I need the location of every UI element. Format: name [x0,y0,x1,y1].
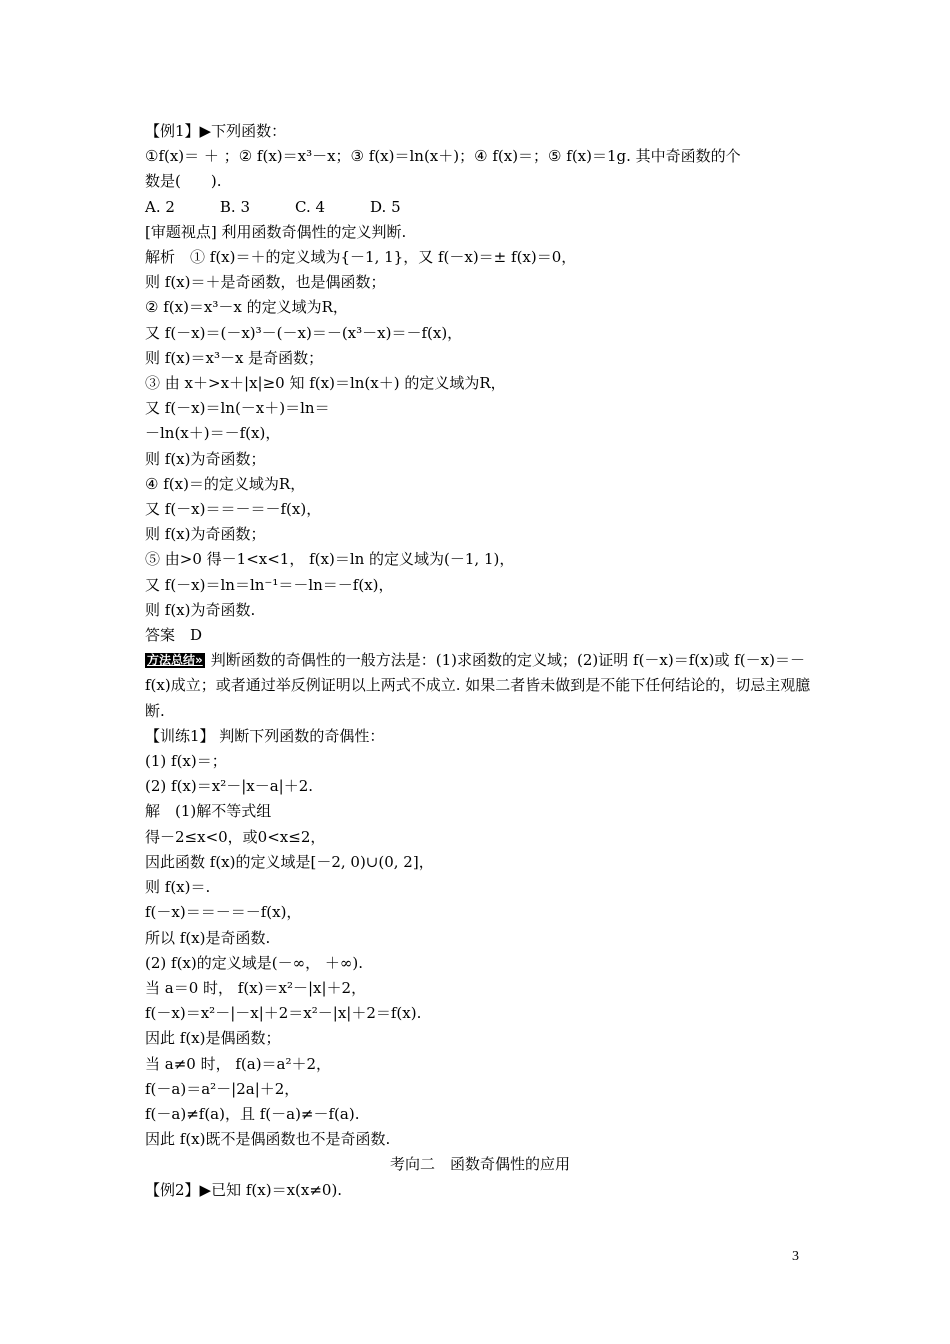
analysis-line: －ln(x＋)＝－f(x)， [145,424,281,443]
analysis-line: 又 f(－x)＝ln＝ln⁻¹＝－ln＝－f(x)， [145,575,394,594]
answer-line: 答案 D [145,626,203,645]
solution-line: 因此 f(x)既不是偶函数也不是奇函数. [145,1130,391,1149]
example-1-options: A. 2 B. 3 C. 4 D. 5 [145,197,401,216]
method-summary [145,648,815,724]
example-1-functions: ①f(x)＝ ＋ ；② f(x)＝x³－x；③ f(x)＝ln(x＋)；④ f(x)＝；⑤ f(x)＝1g. 其中奇函数的个 [145,147,741,166]
analysis-line: 解析 ① f(x)＝＋的定义域为{－1, 1}，又 f(－x)＝± f(x)＝0， [145,248,577,267]
solution-line: 因此函数 f(x)的定义域是[－2, 0)∪(0, 2]， [145,852,434,871]
solution-line: 则 f(x)＝. [145,878,211,897]
solution-line: 当 a＝0 时， f(x)＝x²－|x|＋2， [145,978,367,997]
analysis-line: ④ f(x)＝的定义域为R， [145,474,306,493]
method-summary-tag: 方法总结» [147,653,203,668]
solution-line: 解 (1)解不等式组 [145,802,272,821]
solution-line: 得－2≤x<0，或0<x≤2， [145,827,326,846]
section-title: 考向二 函数奇偶性的应用 [389,1155,570,1174]
analysis-line: 则 f(x)为奇函数； [145,525,266,544]
training-line: (1) f(x)＝； [145,752,227,771]
analysis-line: 则 f(x)＝x³－x 是奇函数； [145,348,324,367]
analysis-line: 又 f(－x)＝(－x)³－(－x)＝－(x³－x)＝－f(x)， [145,323,463,342]
analysis-line: ② f(x)＝x³－x 的定义域为R， [145,298,348,317]
solution-line: (2) f(x)的定义域是(－∞， ＋∞). [145,953,363,972]
solution-line: 当 a≠0 时， f(a)＝a²＋2， [145,1054,332,1073]
solution-line: 所以 f(x)是奇函数. [145,928,271,947]
solution-line: f(－a)≠f(a)，且 f(－a)≠－f(a). [145,1104,360,1123]
example-1-heading: 【例1】▶下列函数： [145,122,287,140]
analysis-line: 又 f(－x)＝＝－＝－f(x)， [145,500,322,519]
example-2-heading: 【例2】▶已知 f(x)＝x(x≠0). [145,1180,343,1199]
example-1-question: 数是( ). [145,172,222,191]
method-summary-text: 判断函数的奇偶性的一般方法是：(1)求函数的定义域；(2)证明 f(－x)＝f(x)或 f(－x)＝－f(x)成立；或者通过举反例证明以上两式不成立. 如果二者皆未做到是不能下任何结论的，切忌主观臆断. [145,651,811,720]
analysis-line: 则 f(x)为奇函数. [145,600,256,619]
solution-line: f(－x)＝＝－＝－f(x)， [145,903,302,922]
analysis-line: 又 f(－x)＝ln(－x＋)＝ln＝ [145,399,330,418]
document-body [145,119,815,1203]
analysis-line: 则 f(x)为奇函数； [145,449,266,468]
solution-line: f(－a)＝a²－|2a|＋2， [145,1079,300,1098]
solution-line: 因此 f(x)是偶函数； [145,1029,281,1048]
review-viewpoint: [审题视点] 利用函数奇偶性的定义判断. [145,222,407,241]
training-line: (2) f(x)＝x²－|x－a|＋2. [145,777,314,796]
training-1-heading: 【训练1】 判断下列函数的奇偶性： [145,726,385,745]
analysis-line: ③ 由 x＋>x＋|x|≥0 知 f(x)＝ln(x＋) 的定义域为R， [145,374,506,393]
page-number: 3 [792,1249,799,1264]
analysis-line: 则 f(x)＝＋是奇函数，也是偶函数； [145,273,386,292]
solution-line: f(－x)＝x²－|－x|＋2＝x²－|x|＋2＝f(x). [145,1004,422,1023]
analysis-line: ⑤ 由>0 得－1<x<1， f(x)＝ln 的定义域为(－1, 1)， [145,550,515,569]
